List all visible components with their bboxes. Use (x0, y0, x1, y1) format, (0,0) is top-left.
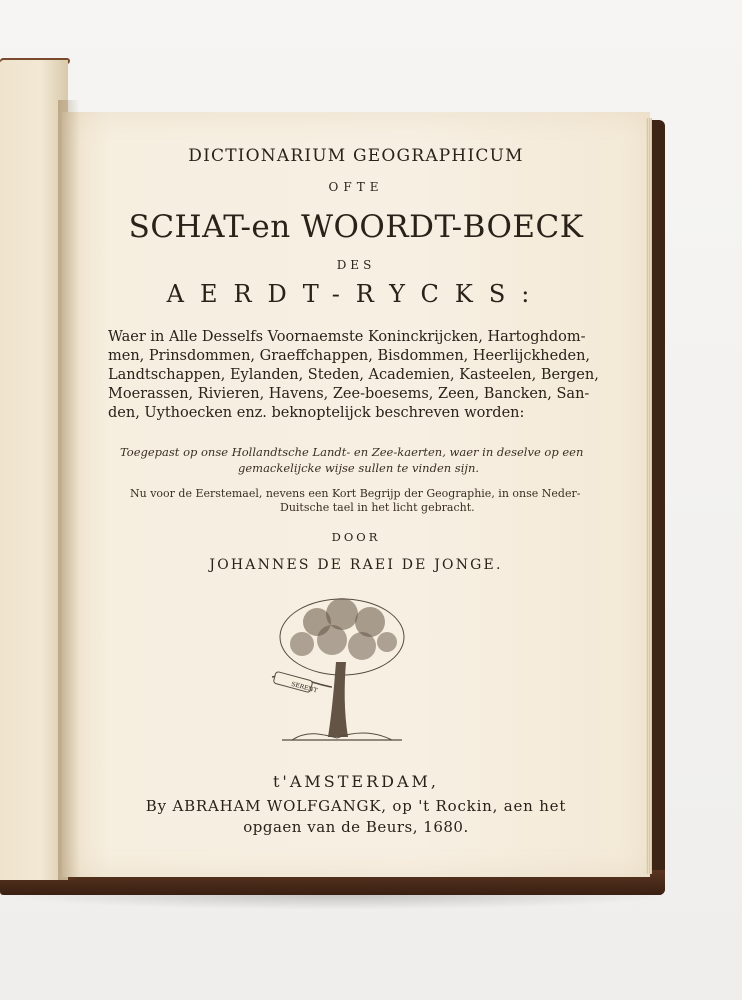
imprint-place: t'AMSTERDAM, (273, 772, 439, 791)
description-line: Moerassen, Rivieren, Havens, Zee-boesems, Zeen, Bancken, San- (108, 386, 590, 402)
title-line-4: DES (336, 258, 376, 272)
italic-note (120, 444, 590, 476)
edition-line: Nu voor de Eerstemael, nevens een Kort Begrijp der Geographie, in onse Neder- (130, 487, 581, 500)
italic-line: gemackelijcke wijse sullen te vinden sijn. (238, 461, 480, 475)
italic-line: Toegepast op onse Hollandtsche Landt- en Zee-kaerten, waer in deselve op een (120, 445, 584, 459)
author-name: JOHANNES DE RAEI DE JONGE. (209, 557, 503, 573)
description-line: men, Prinsdommen, Graeffchappen, Bisdommen, Heerlijckheden, (108, 348, 591, 364)
title-line-2: OFTE (328, 180, 384, 194)
title-main: SCHAT-en WOORDT-BOECK (128, 209, 584, 245)
edition-note (130, 487, 590, 515)
vignette-banner-text: SERENT (290, 680, 319, 695)
imprint-date: opgaen van de Beurs, 1680. (243, 818, 469, 836)
description-line: Landtschappen, Eylanden, Steden, Academien, Kasteelen, Bergen, (108, 367, 599, 383)
description-block (108, 328, 598, 423)
edition-line: Duitsche tael in het licht gebracht. (280, 501, 475, 514)
description-line: den, Uythoecken enz. beknoptelijck beschreven worden: (108, 405, 525, 421)
tree-vignette-icon (262, 592, 422, 757)
door-label: DOOR (331, 530, 381, 544)
imprint-publisher: By ABRAHAM WOLFGANGK, op 't Rockin, aen het (145, 797, 567, 815)
title-line-5: AERDT-RYCKS: (166, 280, 546, 308)
title-line-1: DICTIONARIUM GEOGRAPHICUM (188, 146, 524, 166)
description-line: Waer in Alle Desselfs Voornaemste Koninckrijcken, Hartoghdom- (108, 329, 586, 345)
